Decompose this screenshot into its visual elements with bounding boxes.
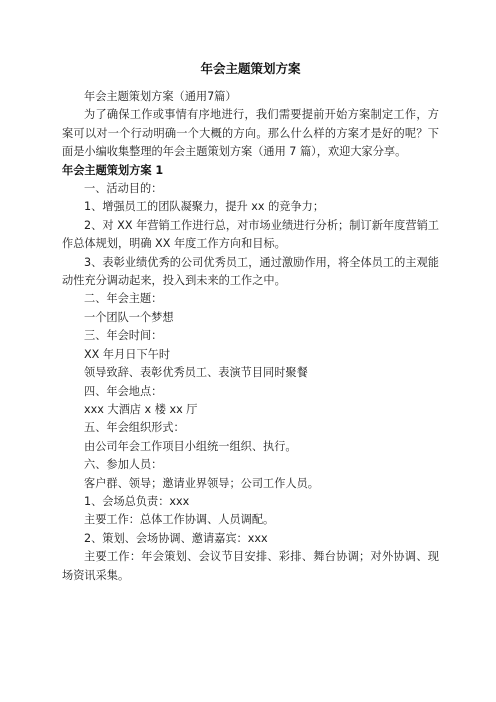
participants-heading: 六、参加人员： (84, 458, 163, 472)
role-item-1: 1、会场总负责：xxx (84, 494, 190, 508)
role-item-2: 2、策划、会场协调、邀请嘉宾：xxx (84, 531, 268, 545)
location-heading: 四、年会地点： (84, 384, 163, 398)
location-text: xxx 大酒店 x 楼 xx 厅 (84, 402, 198, 416)
time-heading: 三、年会时间： (84, 329, 163, 343)
organization-text: 由公司年会工作项目小组统一组织、执行。 (84, 439, 297, 453)
theme-heading: 二、年会主题： (84, 292, 163, 306)
document-title: 年会主题策划方案 (200, 61, 301, 76)
intro-paragraph: 为了确保工作或事情有序地进行，我们需要提前开始方案制定工作，方案可以对一个行动明确一个大概的方向。那么什么样的方案才是好的呢？下面是小编收集整理的年会主题策划方案（通用 7 篇），欢迎大家分享。 (62, 108, 439, 159)
organization-heading: 五、年会组织形式： (84, 421, 185, 435)
role-item-2-duty: 主要工作：年会策划、会议节目安排、彩排、舞台协调；对外协调、现场资讯采集。 (62, 550, 439, 582)
role-item-1-duty: 主要工作：总体工作协调、人员调配。 (84, 513, 275, 527)
time-text: XX 年月日下午时 (84, 347, 171, 361)
activity-purpose-heading: 一、活动目的： (84, 182, 163, 196)
theme-text: 一个团队一个梦想 (84, 310, 174, 324)
purpose-item-2: 2、对 XX 年营销工作进行总，对市场业绩进行分析；制订新年度营销工作总体规划，明确 XX 年度工作方向和目标。 (62, 218, 439, 251)
document-subtitle: 年会主题策划方案（通用7篇） (84, 90, 237, 103)
participants-text: 客户群、领导；邀请业界领导；公司工作人员。 (84, 476, 319, 490)
purpose-item-3: 3、表彰业绩优秀的公司优秀员工，通过激励作用，将全体员工的主观能动性充分调动起来，投入到未来的工作之中。 (62, 255, 439, 288)
section-heading: 年会主题策划方案 1 (62, 163, 164, 177)
program-text: 领导致辞、表彰优秀员工、表演节目同时聚餐 (84, 366, 308, 380)
purpose-item-1: 1、增强员工的团队凝聚力，提升 xx 的竞争力； (84, 200, 325, 214)
